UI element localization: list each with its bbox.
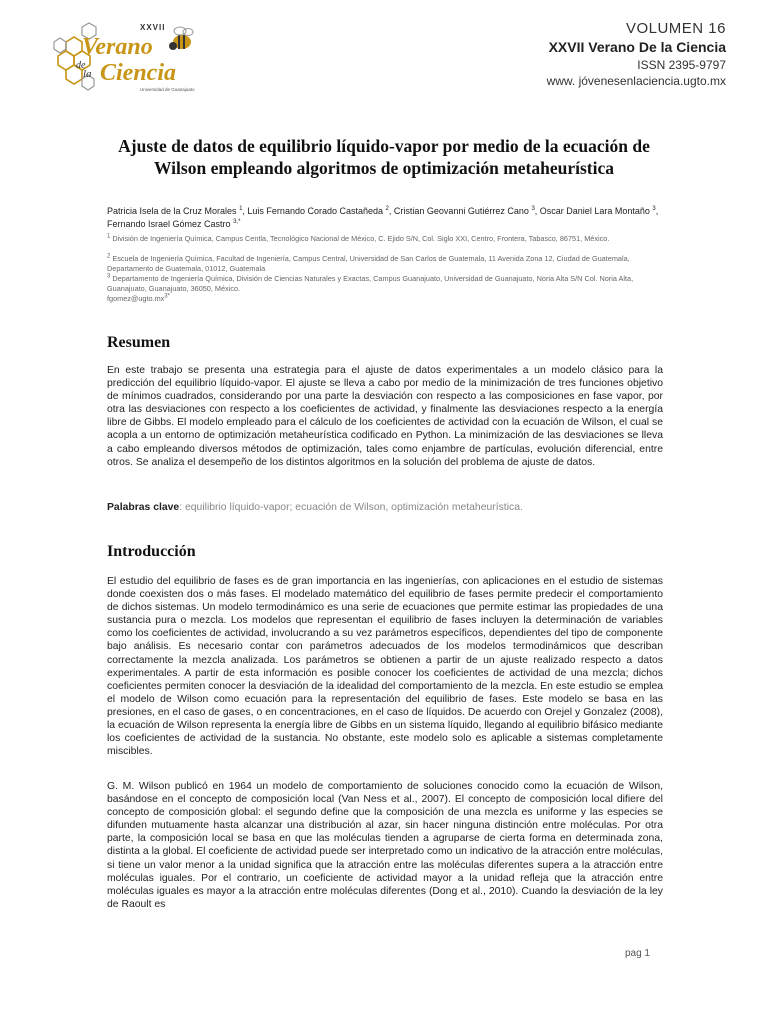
logo-word-verano: Verano bbox=[82, 34, 153, 60]
keywords-value: : equilibrio líquido-vapor; ecuación de Wilson, optimización metaheurística. bbox=[179, 502, 523, 513]
corresponding-email bbox=[107, 294, 170, 304]
logo-word-la: la bbox=[83, 68, 92, 80]
author-affiliation-mark: 3 bbox=[652, 206, 656, 212]
author-affiliation-mark: 3,* bbox=[233, 219, 241, 225]
affiliation-mark: 1 bbox=[107, 233, 111, 240]
logo-word-de: de bbox=[76, 60, 86, 71]
verano-ciencia-logo bbox=[52, 20, 202, 98]
affiliation-2 bbox=[107, 254, 663, 274]
conference-name: XXVII Verano De la Ciencia bbox=[548, 39, 726, 55]
affiliation-3 bbox=[107, 274, 663, 294]
author-name: , Oscar Daniel Lara Montaño bbox=[534, 206, 650, 216]
page-number: pag 1 bbox=[624, 948, 650, 959]
affiliation-text: Escuela de Ingeniería Química, Facultad de Ingeniería, Campus Central, Universidad de San Carlos de Guatemala, 11 Avenida Zona 12, Ciudad de Guatemala, Departamento de Guatemala, 01012, Guatemala bbox=[107, 254, 630, 273]
section-heading-resumen: Resumen bbox=[107, 334, 171, 351]
affiliation-mark: 2 bbox=[107, 253, 111, 260]
author-affiliation-mark: 2 bbox=[385, 206, 389, 212]
section-heading-introduccion: Introducción bbox=[107, 543, 196, 560]
issn-label: ISSN 2395-9797 bbox=[637, 58, 726, 72]
affiliation-mark: 3 bbox=[107, 273, 111, 280]
paper-title: Ajuste de datos de equilibrio líquido-vapor por medio de la ecuación de Wilson empleando algoritmos de optimización metaheurística bbox=[118, 136, 650, 178]
keywords-label: Palabras clave bbox=[107, 502, 180, 513]
email-mark: 3* bbox=[164, 293, 170, 300]
logo-edition: XXVII bbox=[140, 23, 166, 32]
author-name: , Cristian Geovanni Gutiérrez Cano bbox=[388, 206, 529, 216]
intro-paragraph-2: G. M. Wilson publicó en 1964 un modelo de comportamiento de soluciones conocido como la ecuación de Wilson, basándose en el concepto de composición local (Van Ness et al., 2007). El concepto de composición local difiere del concepto de composición global: el segundo define que la composición de una mezcla es uniforme y las especies se difunden mutuamente hasta alcanzar una distribución al azar, sin hacer ninguna distinción entre moléculas. Por otra parte, la composición local se basa en que las moléculas tienden a agruparse de cierta forma en determinada zona, distinta a la global. El coeficiente de actividad puede ser interpretado como un indicativo de la atracción entre moléculas, si tiene un valor menor a la unidad significa que la atracción entre las moléculas diferentes supera a la atracción entre moléculas iguales. Por el contrario, un coeficiente de actividad mayor a la unidad refleja que la atracción entre moléculas iguales es mayor a la atracción entre moléculas diferentes (Dong et al., 2010). Cuando la desviación de la ley de Raoult es bbox=[107, 781, 663, 910]
intro-paragraph-1: El estudio del equilibrio de fases es de gran importancia en las ingenierías, con aplicaciones en el estudio de sistemas donde coexisten dos o más fases. El modelado matemático del equilibrio de fases permite predecir el comportamiento de dichos sistemas. Un modelo termodinámico es una serie de ecuaciones que permite estimar las propiedades de una sustancia pura o mezcla. Los modelos que representan el equilibrio de fases incluyen la determinación de variables como los coeficientes de actividad, involucrando a su vez parámetros específicos, dependientes del tipo de componente bajo análisis. Es necesario contar con parámetros adecuados de los modelos termodinámicos que describan correctamente la mezcla analizada. Los parámetros se obtienen a partir de un ajuste realizado respecto a datos experimentales. A partir de esta información es posible conocer los coeficientes de actividad de una mezcla; dichos coeficientes permiten conocer la desviación de la idealidad del comportamiento de la mezcla. En este estudio se emplea el modelo de Wilson como ecuación para la representación del equilibrio de fases. Este modelo se basa en las presiones, en el caso de gases, o en concentraciones, en el caso de líquidos. De acuerdo con Orejel y Gonzalez (2008), la ecuación de Wilson representa la energía libre de Gibbs en un sistema líquido, llegando al equilibrio bifásico mediante los coeficientes de actividad de la sustancia. No obstante, este modelo solo es aplicable a sistemas completamente miscibles. bbox=[107, 576, 663, 758]
logo-university: Universidad de Guanajuato bbox=[140, 87, 195, 92]
author-name: , Fernando Israel Gómez Castro bbox=[107, 206, 659, 229]
affiliation-text: Departamento de Ingeniería Química, División de Ciencias Naturales y Exactas, Campus Guanajuato, Universidad de Guanajuato, Noria Alta S/N Col. Noria Alta, Guanajuato, Guanajuato, 36050, México. bbox=[107, 274, 634, 293]
abstract-text: En este trabajo se presenta una estrategia para el ajuste de datos experimentales a un modelo clásico para la predicción del equilibrio líquido-vapor. El ajuste se lleva a cabo por medio de la minimización de tres funciones objetivo de mínimos cuadrados, considerando por una parte la desviación con respecto a las composiciones en fase vapor, por otra las desviaciones con respecto a los coeficientes de actividad, y finalmente las desviaciones respecto a la energía libre de Gibbs. El modelo empleado para el cálculo de los coeficientes de actividad con la ecuación de Wilson, el cual se acopla a un entorno de optimización metaheurística codificado en Python. La minimización de las desviaciones se lleva a cabo empleando diversos métodos de optimización, tales como enjambre de partículas, evolución diferencial, entre otros. Se analiza el desempeño de los distintos algoritmos en la solución del problema de ajuste de datos. bbox=[107, 365, 663, 468]
journal-website: www. jóvenesenlaciencia.ugto.mx bbox=[546, 74, 726, 88]
author-affiliation-mark: 3 bbox=[531, 206, 535, 212]
author-name: Patricia Isela de la Cruz Morales bbox=[107, 206, 237, 216]
author-list bbox=[107, 205, 663, 231]
volume-label: VOLUMEN 16 bbox=[625, 20, 726, 37]
logo-word-ciencia: Ciencia bbox=[100, 60, 176, 86]
author-name: , Luis Fernando Corado Castañeda bbox=[242, 206, 384, 216]
author-affiliation-mark: 1 bbox=[239, 206, 243, 212]
email-text: fgomez@ugto.mx bbox=[107, 294, 165, 303]
journal-header bbox=[547, 20, 726, 89]
keywords bbox=[107, 501, 663, 514]
affiliation-text: División de Ingeniería Química, Campus Centla, Tecnológico Nacional de México, C. Ejido S/N, Col. Siglo XXI, Centro, Frontera, Tabasco, 86751, México. bbox=[110, 234, 610, 243]
affiliation-1 bbox=[107, 234, 663, 244]
